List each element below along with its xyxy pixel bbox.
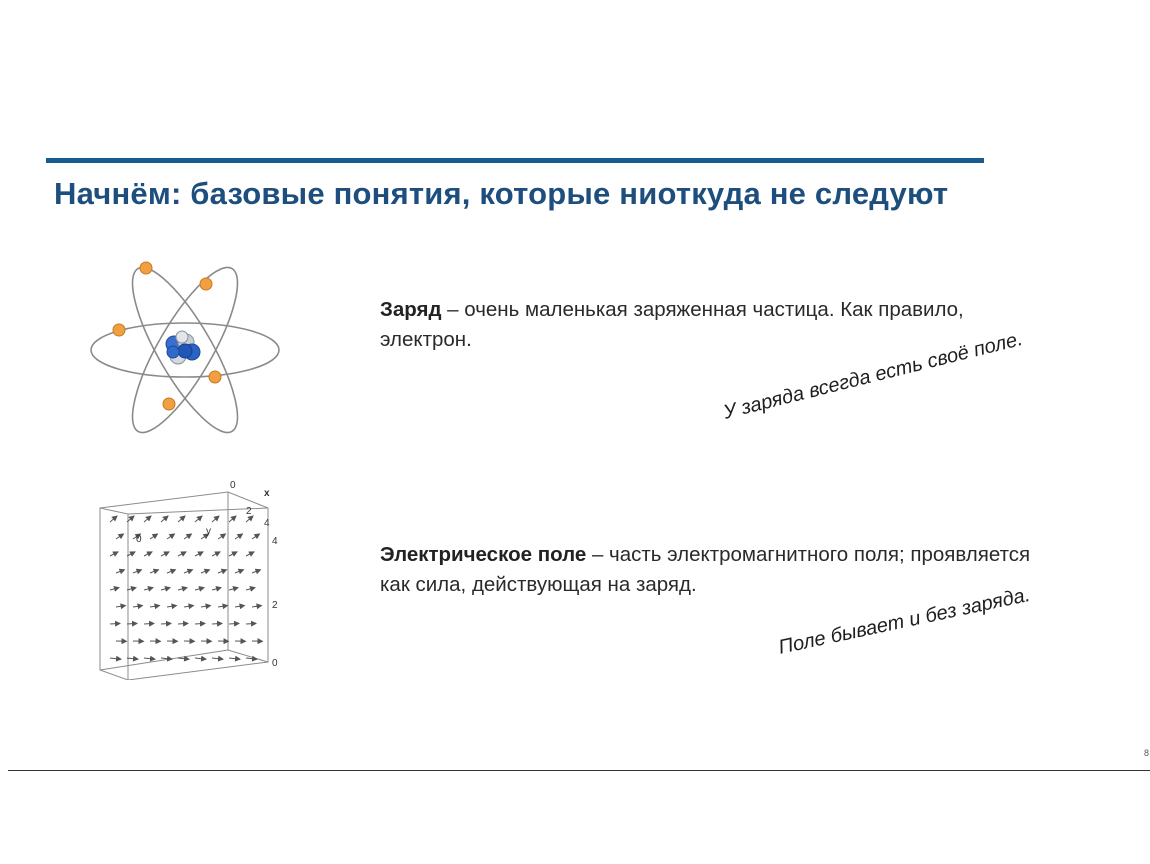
field-arrow xyxy=(195,658,206,659)
electron xyxy=(140,262,152,274)
field-arrow xyxy=(252,570,261,573)
tick-label: 2 xyxy=(246,506,252,517)
field-arrow xyxy=(161,552,169,556)
bottom-rule xyxy=(8,770,1150,771)
tick-label: 0 xyxy=(136,534,142,545)
tick-label: 0 xyxy=(272,658,278,669)
field-arrow xyxy=(178,552,186,556)
field-arrow xyxy=(235,534,243,539)
field-arrow xyxy=(161,658,172,659)
charge-definition xyxy=(380,295,1020,355)
field-arrow xyxy=(116,570,125,573)
charge-term: Заряд xyxy=(380,298,442,321)
field-arrow xyxy=(144,552,152,556)
field-arrow xyxy=(167,534,175,539)
electron xyxy=(209,371,221,383)
title-rule xyxy=(46,158,984,163)
electron xyxy=(113,324,125,336)
field-cube xyxy=(100,492,268,680)
field-arrow xyxy=(167,606,177,608)
field-arrow xyxy=(246,552,254,556)
field-arrow xyxy=(116,534,124,539)
field-arrow xyxy=(212,588,221,590)
field-arrow xyxy=(127,623,137,624)
electron xyxy=(200,278,212,290)
field-arrow xyxy=(195,623,205,624)
field-arrow xyxy=(178,658,189,659)
field-arrow xyxy=(133,606,143,608)
field-arrow xyxy=(127,658,138,659)
field-arrow xyxy=(144,588,153,590)
field-arrow xyxy=(184,570,193,573)
field-arrow xyxy=(178,516,185,522)
field-arrow xyxy=(110,516,117,522)
field-definition xyxy=(380,540,1060,600)
tick-label: 4 xyxy=(264,518,270,529)
field-arrow xyxy=(110,658,121,659)
field-arrow xyxy=(167,570,176,573)
electron xyxy=(163,398,175,410)
field-arrow xyxy=(246,623,256,624)
field-arrow xyxy=(218,606,228,608)
tick-label: 4 xyxy=(272,536,278,547)
field-arrow xyxy=(212,552,220,556)
tick-label: 0 xyxy=(230,480,236,491)
field-arrow xyxy=(201,570,210,573)
field-arrow xyxy=(161,516,168,522)
field-arrow xyxy=(229,623,239,624)
field-arrow xyxy=(144,623,154,624)
axis-label-x: x xyxy=(264,488,270,499)
field-arrow xyxy=(195,552,203,556)
slide-title: Начнём: базовые понятия, которые ниоткуда не следуют xyxy=(54,176,949,211)
page-marker: 8 xyxy=(1144,748,1150,758)
field-arrow xyxy=(195,588,204,590)
field-arrow xyxy=(252,606,262,608)
field-arrow xyxy=(235,570,244,573)
field-arrow xyxy=(212,516,219,522)
tick-label: 2 xyxy=(272,600,278,611)
field-term: Электрическое поле xyxy=(380,543,587,566)
field-arrow xyxy=(133,570,142,573)
field-definition-text: – часть электромагнитного поля; проявляется как сила, действующая на заряд. xyxy=(380,543,1031,596)
charge-note: У заряда всегда есть своё поле. xyxy=(721,327,1025,424)
field-arrow xyxy=(252,534,260,539)
axis-label-y: y xyxy=(206,526,211,537)
field-arrow xyxy=(110,588,119,590)
field-arrow xyxy=(184,606,194,608)
field-arrow xyxy=(212,623,222,624)
field-arrow xyxy=(218,570,227,573)
field-arrows xyxy=(110,516,263,659)
atom-nucleus xyxy=(166,331,200,364)
field-arrow xyxy=(235,606,245,608)
field-arrow xyxy=(184,534,192,539)
field-arrow xyxy=(161,588,170,590)
field-arrow xyxy=(229,588,238,590)
field-arrow xyxy=(229,552,237,556)
field-arrow xyxy=(229,516,236,522)
field-arrow xyxy=(212,658,223,659)
field-arrow xyxy=(150,534,158,539)
field-arrow xyxy=(246,588,255,590)
charge-definition-text: – очень маленькая заряженная частица. Как правило, электрон. xyxy=(380,298,964,351)
field-arrow xyxy=(150,570,159,573)
field-arrow xyxy=(201,606,211,608)
field-arrow xyxy=(144,658,155,659)
field-arrow xyxy=(150,606,160,608)
field-arrow xyxy=(195,516,202,522)
field-note: Поле бывает и без заряда. xyxy=(776,583,1033,659)
vector-field-3d-icon xyxy=(88,480,284,680)
field-arrow xyxy=(229,658,240,659)
field-arrow xyxy=(116,606,126,608)
field-arrow xyxy=(144,516,151,522)
field-arrow xyxy=(178,623,188,624)
field-arrow xyxy=(161,623,171,624)
field-arrow xyxy=(110,623,120,624)
field-arrow xyxy=(218,534,226,539)
field-arrow xyxy=(178,588,187,590)
atom-icon xyxy=(82,252,292,448)
field-arrow xyxy=(110,552,118,556)
